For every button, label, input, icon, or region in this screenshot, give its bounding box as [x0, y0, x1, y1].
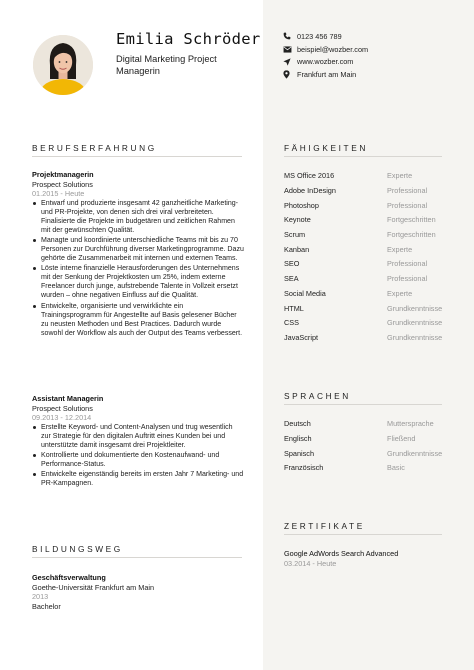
skill-row — [284, 186, 444, 201]
contact-phone — [283, 30, 463, 43]
job-bullet: Managte und koordinierte unterschiedliche Teams mit bis zu 70 Personen zur Durchführung diverser Marketingprogramme. Dazu gehörte die Zusammenarbeit mit internen und externen Teams. — [32, 236, 244, 263]
skill-level: Fortgeschritten — [387, 230, 436, 239]
avatar — [33, 35, 93, 95]
contact-website[interactable] — [283, 55, 463, 68]
cursor-icon — [283, 58, 297, 66]
skill-row — [284, 245, 444, 260]
job-company: Prospect Solutions — [32, 403, 93, 413]
certificates-divider — [284, 534, 442, 535]
language-row — [284, 449, 444, 464]
education-year: 2013 — [32, 592, 49, 602]
skill-name: CSS — [284, 318, 300, 327]
skill-level: Fortgeschritten — [387, 215, 436, 224]
job-bullets — [32, 423, 244, 488]
skill-row — [284, 171, 444, 186]
contact-location — [283, 68, 463, 81]
skill-name: JavaScript — [284, 333, 319, 342]
education-level: Bachelor — [32, 601, 61, 611]
mail-icon — [283, 46, 297, 53]
job-company: Prospect Solutions — [32, 179, 93, 189]
candidate-name: Emilia Schröder — [116, 30, 261, 48]
skill-row — [284, 304, 444, 319]
skill-row — [284, 274, 444, 289]
skill-row — [284, 333, 444, 348]
skill-level: Experte — [387, 171, 413, 180]
skill-level: Grundkenntnisse — [387, 318, 443, 327]
language-name: Spanisch — [284, 449, 315, 458]
education-heading: BILDUNGSWEG — [32, 544, 123, 554]
skills-heading: FÄHIGKEITEN — [284, 143, 368, 153]
skill-level: Grundkenntnisse — [387, 333, 443, 342]
job-bullet: Kontrollierte und dokumentierte den Kostenaufwand- und Performance-Status. — [32, 451, 244, 469]
skill-level: Grundkenntnisse — [387, 304, 443, 313]
skill-level: Experte — [387, 245, 413, 254]
skill-name: Keynote — [284, 215, 311, 224]
job-bullet: Entwickelte eigenständig bereits im ersten Jahr 7 Marketing- und PR-Kampagnen. — [32, 470, 244, 488]
language-name: Deutsch — [284, 419, 311, 428]
skill-level: Professional — [387, 201, 428, 210]
job-bullet: Löste interne finanzielle Herausforderungen des Unternehmens mit der Senkung der Projektkosten um 25%, indem externe Freelancer durch junge, aufstrebende Talente in Vollzeit ersetzt wurden – ohne negativen Einfluss auf die Qualität. — [32, 264, 244, 300]
experience-divider — [32, 156, 242, 157]
job-bullet: Entwickelte, organisierte und verwirklichte ein Trainingsprogramm für Angestellte auf Basis gelesener Bücher zu neusten Methoden und Best Practices. Dadurch wurde sowohl der Workflow als auch der Output des Teams verbessert. — [32, 302, 244, 338]
education-entry — [32, 573, 244, 611]
job-entry — [32, 170, 244, 339]
language-level: Fließend — [387, 434, 416, 443]
languages-heading: SPRACHEN — [284, 391, 351, 401]
contact-list — [283, 30, 463, 81]
skill-name: Photoshop — [284, 201, 319, 210]
skill-row — [284, 215, 444, 230]
experience-heading: BERUFSERFAHRUNG — [32, 143, 157, 153]
skill-name: Adobe InDesign — [284, 186, 336, 195]
skills-divider — [284, 156, 442, 157]
job-bullet: Erstellte Keyword- und Content-Analysen und trug wesentlich zur Strategie für den digitalen Auftritt eines Kunden bei und unterstützte damit insgesamt drei Projektleiter. — [32, 423, 244, 450]
languages-divider — [284, 404, 442, 405]
job-date: 09.2013 - 12.2014 — [32, 413, 92, 423]
certificates-heading: ZERTIFIKATE — [284, 521, 365, 531]
contact-phone-text: 0123 456 789 — [297, 31, 342, 41]
language-name: Französisch — [284, 463, 324, 472]
contact-location-text: Frankfurt am Main — [297, 69, 357, 79]
skill-name: Kanban — [284, 245, 310, 254]
contact-website-text: www.wozber.com — [297, 57, 354, 67]
skill-level: Professional — [387, 274, 428, 283]
skill-level: Professional — [387, 259, 428, 268]
phone-icon — [283, 32, 297, 40]
skill-name: Social Media — [284, 289, 326, 298]
certificate-entry — [284, 549, 454, 568]
language-level: Muttersprache — [387, 419, 434, 428]
skill-name: HTML — [284, 304, 304, 313]
skill-row — [284, 201, 444, 216]
skill-name: SEA — [284, 274, 299, 283]
language-row — [284, 463, 444, 478]
portrait-image — [33, 35, 93, 95]
language-level: Basic — [387, 463, 405, 472]
certificate-name: Google AdWords Search Advanced — [284, 549, 399, 558]
language-row — [284, 419, 444, 434]
candidate-role: Digital Marketing Project Managerin — [116, 54, 217, 76]
skill-name: MS Office 2016 — [284, 171, 335, 180]
job-bullet: Entwarf und produzierte insgesamt 42 ganzheitliche Marketing- und PR-Projekte, von denen sich drei viral verbreiteten. Finalisierte die Projekte im budgetären und zeitlichen Rahmen mit der gewünschten Qualität. — [32, 199, 244, 235]
contact-email-text: beispiel@wozber.com — [297, 44, 369, 54]
education-divider — [32, 557, 242, 558]
education-school: Goethe-Universität Frankfurt am Main — [32, 582, 155, 592]
skill-name: SEO — [284, 259, 300, 268]
job-title: Assistant Managerin — [32, 394, 104, 403]
skill-row — [284, 259, 444, 274]
language-level: Grundkenntnisse — [387, 449, 443, 458]
skill-level: Professional — [387, 186, 428, 195]
education-degree: Geschäftsverwaltung — [32, 573, 106, 582]
certificate-date: 03.2014 - Heute — [284, 558, 337, 568]
location-pin-icon — [283, 70, 297, 79]
language-name: Englisch — [284, 434, 312, 443]
contact-email[interactable] — [283, 43, 463, 56]
skill-name: Scrum — [284, 230, 306, 239]
skill-row — [284, 230, 444, 245]
job-entry — [32, 394, 244, 490]
skill-level: Experte — [387, 289, 413, 298]
skill-row — [284, 289, 444, 304]
job-title: Projektmanagerin — [32, 170, 94, 179]
job-date: 01.2015 - Heute — [32, 189, 85, 199]
language-row — [284, 434, 444, 449]
skill-row — [284, 318, 444, 333]
job-bullets — [32, 199, 244, 337]
